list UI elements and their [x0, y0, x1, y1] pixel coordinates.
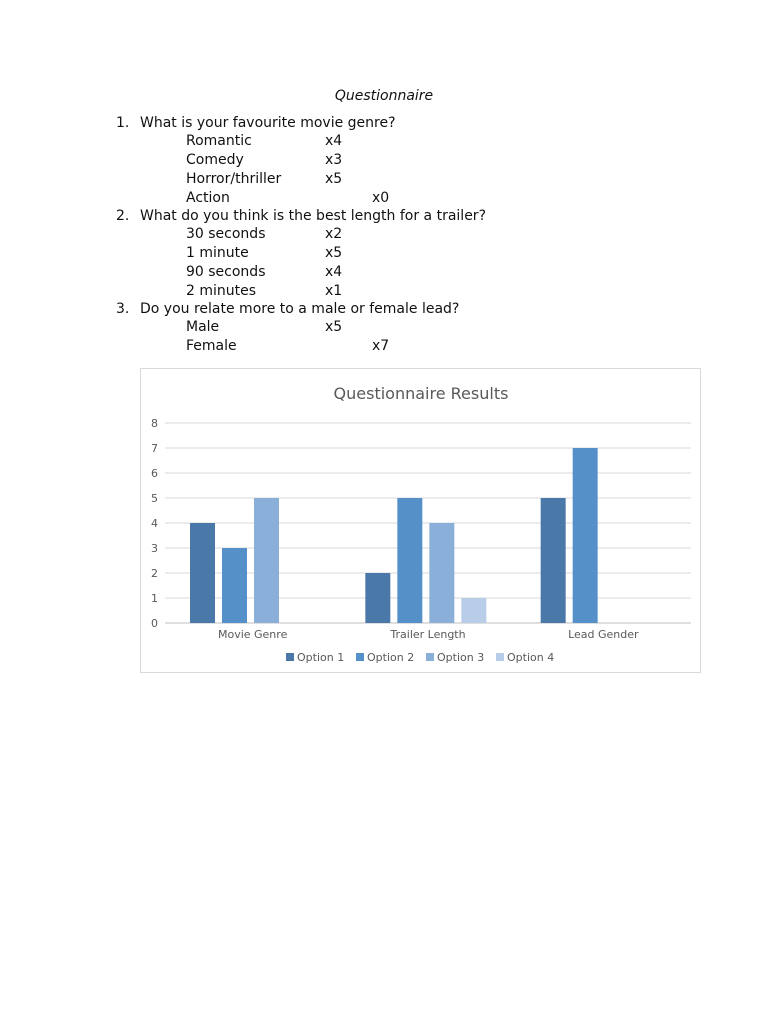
chart-svg	[141, 369, 700, 672]
answer-label: Female	[186, 338, 237, 354]
y-tick-label: 0	[151, 617, 158, 630]
answer-label: 90 seconds	[186, 264, 266, 280]
legend-swatch	[426, 653, 434, 661]
question-number: 2.	[116, 208, 130, 224]
question-number: 1.	[116, 115, 130, 131]
bar-option-2-movie-genre	[222, 548, 247, 623]
answer-label: 1 minute	[186, 245, 249, 261]
answer-label: Male	[186, 319, 220, 335]
chart-bars	[190, 448, 598, 623]
answer-count: x2	[325, 226, 343, 242]
bar-option-1-movie-genre	[190, 523, 215, 623]
answer-count: x3	[325, 152, 343, 168]
bar-option-4-trailer-length	[461, 598, 486, 623]
chart-legend	[286, 651, 554, 664]
bar-option-1-lead-gender	[541, 498, 566, 623]
bar-option-3-movie-genre	[254, 498, 279, 623]
legend-label: Option 1	[297, 651, 345, 664]
x-category-label: Movie Genre	[217, 628, 288, 641]
y-tick-label: 1	[151, 592, 158, 605]
y-tick-label: 4	[151, 517, 158, 530]
y-tick-label: 3	[151, 542, 158, 555]
legend-label: Option 3	[437, 651, 485, 664]
answer-count: x5	[325, 319, 343, 335]
chart-title: Questionnaire Results	[333, 384, 509, 403]
y-tick-label: 5	[151, 492, 158, 505]
answer-label: Romantic	[186, 133, 252, 149]
answer-count: x4	[325, 133, 343, 149]
y-tick-label: 6	[151, 467, 158, 480]
y-tick-label: 2	[151, 567, 158, 580]
bar-option-2-lead-gender	[573, 448, 598, 623]
question-text: Do you relate more to a male or female lead?	[140, 301, 460, 317]
answer-label: 30 seconds	[186, 226, 266, 242]
question-text: What do you think is the best length for a trailer?	[140, 208, 486, 224]
document-title: Questionnaire	[334, 88, 434, 104]
bar-option-1-trailer-length	[365, 573, 390, 623]
legend-swatch	[286, 653, 294, 661]
answer-count: x7	[372, 338, 390, 354]
answer-label: Action	[186, 190, 230, 206]
answer-count: x5	[325, 171, 343, 187]
answer-label: Comedy	[186, 152, 244, 168]
answer-count: x0	[372, 190, 390, 206]
answer-count: x1	[325, 283, 343, 299]
results-chart	[140, 368, 701, 673]
answer-label: Horror/thriller	[186, 171, 282, 187]
answer-count: x5	[325, 245, 343, 261]
y-tick-label: 8	[151, 417, 158, 430]
legend-swatch	[356, 653, 364, 661]
question-text: What is your favourite movie genre?	[140, 115, 396, 131]
question-number: 3.	[116, 301, 130, 317]
legend-label: Option 2	[367, 651, 415, 664]
answer-count: x4	[325, 264, 343, 280]
x-category-label: Lead Gender	[568, 628, 639, 641]
bar-option-3-trailer-length	[429, 523, 454, 623]
x-category-label: Trailer Length	[390, 628, 466, 641]
answer-label: 2 minutes	[186, 283, 257, 299]
legend-label: Option 4	[507, 651, 555, 664]
bar-option-2-trailer-length	[397, 498, 422, 623]
y-tick-label: 7	[151, 442, 158, 455]
legend-swatch	[496, 653, 504, 661]
